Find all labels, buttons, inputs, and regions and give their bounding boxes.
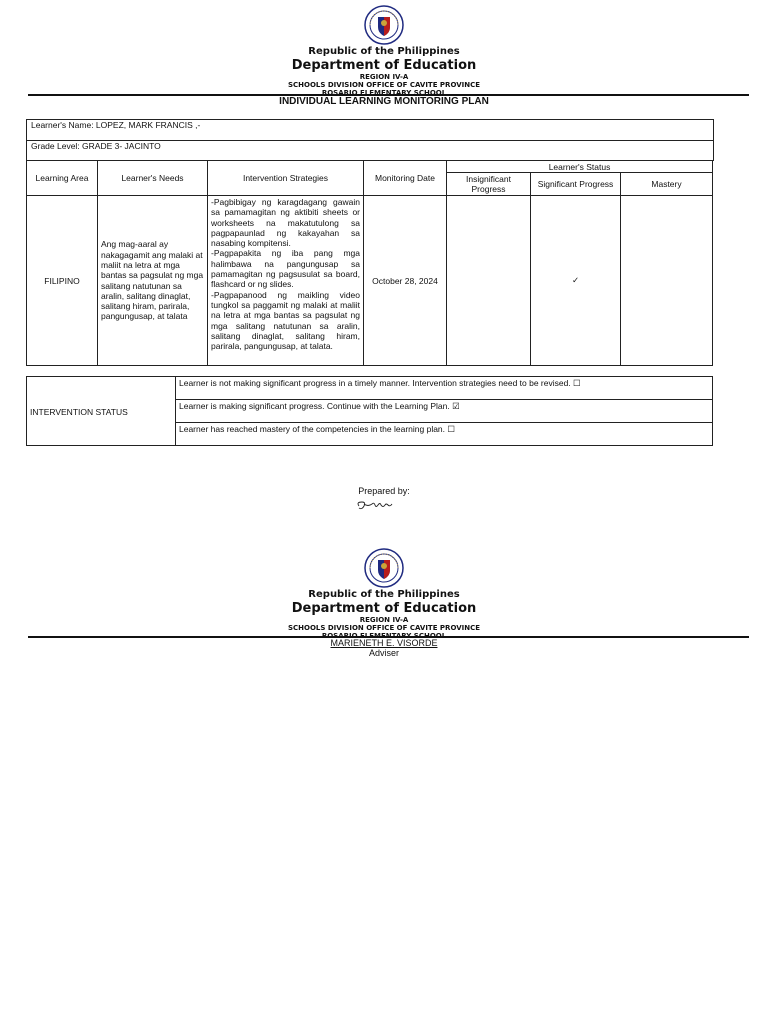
- cell-intervention-strategies: [208, 196, 364, 366]
- intervention-status-label: INTERVENTION STATUS: [27, 377, 176, 446]
- division-text: SCHOOLS DIVISION OFFICE OF CAVITE PROVINCE: [287, 624, 481, 632]
- intervention-option-revise: Learner is not making significant progress in a timely manner. Intervention strategies need to be revised. ☐: [176, 377, 713, 400]
- school-text: ROSARIO ELEMENTARY SCHOOL: [321, 632, 447, 640]
- deped-seal-icon: [364, 548, 404, 588]
- intervention-option-continue: Learner is making significant progress. Continue with the Learning Plan. ☑: [176, 400, 713, 423]
- header-learners-status: Learner's Status: [447, 161, 713, 173]
- intervention-status-table: [26, 376, 713, 446]
- header-learning-area: Learning Area: [27, 161, 98, 196]
- document-title: INDIVIDUAL LEARNING MONITORING PLAN: [279, 96, 489, 107]
- intervention-option-mastery: Learner has reached mastery of the competencies in the learning plan. ☐: [176, 423, 713, 446]
- learner-name: Learner's Name: LOPEZ, MARK FRANCIS ,-: [31, 120, 201, 130]
- header-significant-progress: Significant Progress: [531, 173, 621, 196]
- adviser-role: Adviser: [368, 648, 399, 658]
- adviser-name: MARIENETH E. VISORDE: [330, 638, 438, 648]
- republic-text: Republic of the Philippines: [308, 589, 460, 600]
- cell-monitoring-date: October 28, 2024: [364, 196, 447, 366]
- adviser-block: [0, 638, 768, 658]
- monitoring-table: [26, 160, 713, 366]
- table-row: [27, 196, 713, 366]
- cell-learners-needs: Ang mag-aaral ay nakagagamit ang malaki at maliit na letra at mga bantas sa pagsulat ng mga salitang natutunan sa aralin, salitang dinaglat, salitang hiram, parirala, pangungusap, at talata: [98, 196, 208, 366]
- header-learners-needs: Learner's Needs: [98, 161, 208, 196]
- republic-text: Republic of the Philippines: [308, 46, 460, 57]
- school-text: ROSARIO ELEMENTARY SCHOOL: [321, 89, 447, 97]
- department-text: Department of Education: [291, 601, 477, 616]
- header-monitoring-date: Monitoring Date: [364, 161, 447, 196]
- signature-icon: [355, 497, 399, 511]
- department-text: Department of Education: [291, 58, 477, 73]
- learner-info-box: [26, 119, 714, 161]
- prepared-by-label: Prepared by:: [358, 486, 410, 496]
- cell-significant-progress: ✓: [531, 196, 621, 366]
- header-intervention-strategies: Intervention Strategies: [208, 161, 364, 196]
- letterhead-top: [0, 5, 768, 97]
- header-insignificant-progress: Insignificant Progress: [447, 173, 531, 196]
- strategy-item: -Pagbibigay ng karagdagang gawain sa pamamagitan ng aktibiti sheets or worksheets na makatutulong sa pagpapaunlad ng kakayahan sa nasabing kompitensi.: [211, 197, 360, 249]
- letterhead-bottom: [0, 548, 768, 640]
- cell-mastery: [621, 196, 713, 366]
- strategy-item: -Pagpapakita ng iba pang mga halimbawa na pangungusap sa pamamagitan ng pagsusulat sa board, flashcard or ng slides.: [211, 248, 360, 290]
- header-mastery: Mastery: [621, 173, 713, 196]
- division-text: SCHOOLS DIVISION OFFICE OF CAVITE PROVINCE: [287, 81, 481, 89]
- deped-seal-icon: [364, 5, 404, 45]
- strategy-item: -Pagpapanood ng maikling video tungkol sa paggamit ng malaki at maliit na letra at mga bantas sa pagsulat ng mga salitang natutunan sa aralin, salitang dinaglat, salitang hiram, parirala, pangungusap, at talata.: [211, 289, 360, 352]
- cell-insignificant-progress: [447, 196, 531, 366]
- region-text: REGION IV-A: [359, 616, 409, 624]
- region-text: REGION IV-A: [359, 73, 409, 81]
- cell-learning-area: FILIPINO: [27, 196, 98, 366]
- grade-level: Grade Level: GRADE 3- JACINTO: [27, 140, 713, 160]
